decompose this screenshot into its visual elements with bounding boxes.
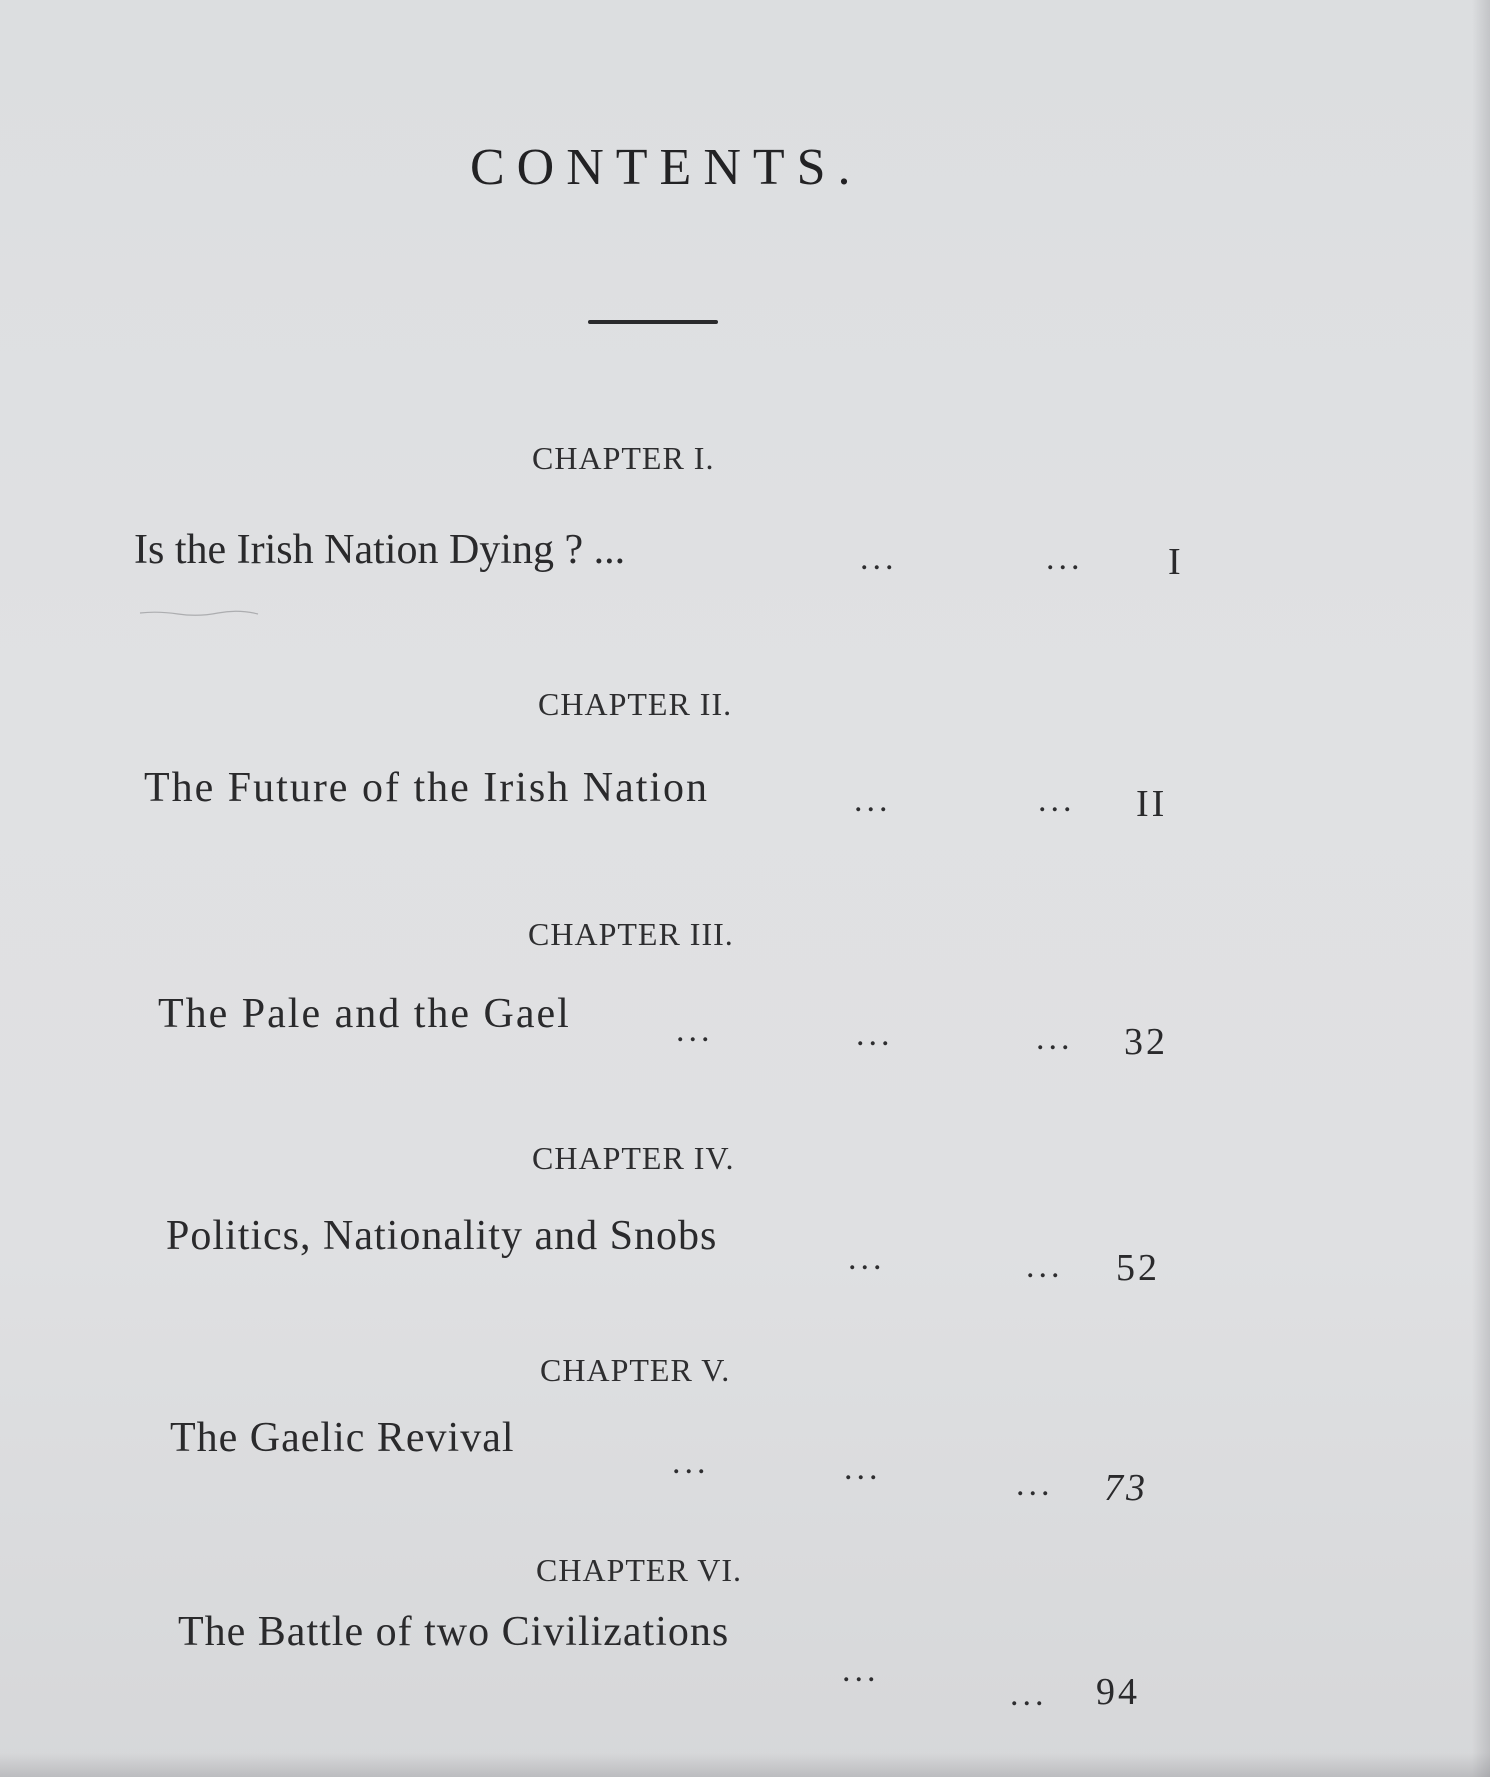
leader-dots: ... [854, 782, 892, 819]
page-number: 52 [1116, 1247, 1160, 1289]
leader-dots: ... [856, 1016, 894, 1053]
page-number: 32 [1124, 1021, 1168, 1063]
leader-dots: ... [676, 1012, 714, 1049]
leader-dots: ... [844, 1450, 882, 1487]
leader-dots: ... [842, 1652, 880, 1689]
leader-dots: ... [1038, 782, 1076, 819]
chapter-title: The Pale and the Gael [158, 991, 571, 1037]
leader-dots: ... [860, 540, 898, 577]
page-bottom-shadow [0, 1753, 1490, 1777]
chapter-title: Is the Irish Nation Dying ? ... [134, 527, 626, 573]
contents-heading: CONTENTS. [470, 139, 863, 196]
page-number: II [1136, 783, 1168, 825]
chapter-label: CHAPTER VI. [536, 1552, 742, 1588]
page-number: 73 [1104, 1467, 1148, 1509]
chapter-title: The Future of the Irish Nation [144, 765, 710, 811]
ink-smudge [138, 610, 278, 616]
chapter-title: The Battle of two Civilizations [178, 1609, 730, 1655]
page-number: 94 [1096, 1671, 1140, 1713]
page-number: I [1168, 541, 1184, 583]
leader-dots: ... [848, 1240, 886, 1277]
chapter-label: CHAPTER I. [532, 440, 715, 476]
chapter-label: CHAPTER V. [540, 1352, 731, 1388]
leader-dots: ... [1036, 1020, 1074, 1057]
chapter-title: Politics, Nationality and Snobs [166, 1213, 718, 1259]
page-edge-shadow [1472, 0, 1490, 1777]
leader-dots: ... [1046, 540, 1084, 577]
leader-dots: ... [1016, 1466, 1054, 1503]
leader-dots: ... [672, 1444, 710, 1481]
chapter-title: The Gaelic Revival [170, 1415, 515, 1461]
heading-rule [588, 320, 718, 324]
chapter-label: CHAPTER III. [528, 916, 734, 952]
chapter-label: CHAPTER II. [538, 686, 733, 722]
chapter-label: CHAPTER IV. [532, 1140, 735, 1176]
leader-dots: ... [1010, 1676, 1048, 1713]
leader-dots: ... [1026, 1248, 1064, 1285]
